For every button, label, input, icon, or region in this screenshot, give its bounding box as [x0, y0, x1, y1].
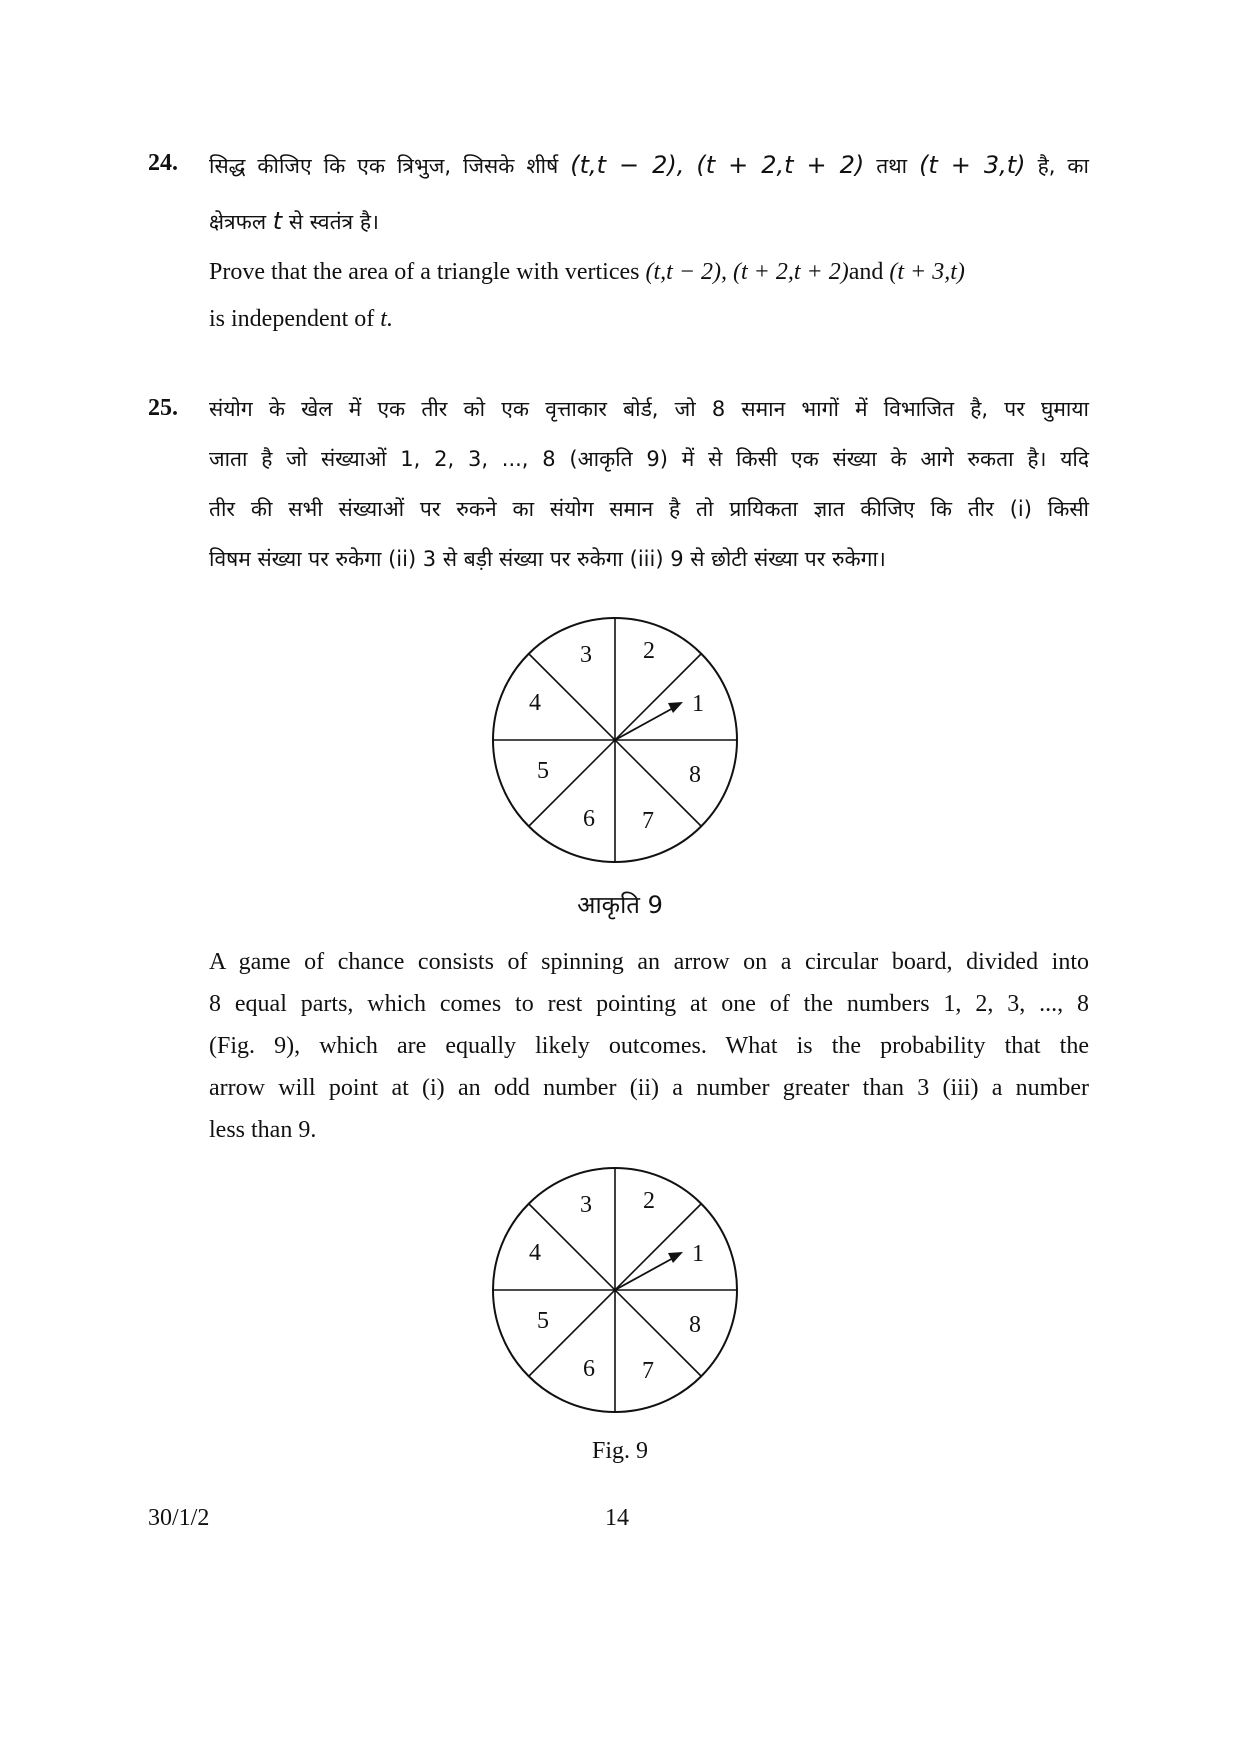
q24-hindi-t: t — [272, 207, 283, 235]
q24-hindi-vertex-2: (t + 2,t + 2) — [696, 151, 865, 179]
q25-hindi-line-4: विषम संख्या पर रुकेगा (ii) 3 से बड़ी संख्या पर रुकेगा (iii) 9 से छोटी संख्या पर रुकेगा। — [209, 547, 886, 571]
q24-hindi-vertex-3: (t + 3,t) — [919, 151, 1026, 179]
wheel-number: 5 — [537, 1308, 549, 1334]
question-25-number: 25. — [148, 395, 178, 421]
paper-code: 30/1/2 — [148, 1505, 210, 1531]
q24-hindi-line-2 — [209, 204, 1089, 239]
q24-en-vertex-3: (t + 3,t) — [889, 259, 965, 285]
wheel-number: 2 — [643, 638, 655, 664]
page-number: 14 — [605, 1505, 629, 1531]
q24-en-text: Prove that the area of a triangle with vertices — [209, 259, 640, 285]
q25-hindi-line-1: संयोग के खेल में एक तीर को एक वृत्ताकार बोर्ड, जो 8 समान भागों में विभाजित है, पर घुमाया — [209, 397, 1089, 421]
q25-english-line-2: 8 equal parts, which comes to rest pointing at one of the numbers 1, 2, 3, ..., 8 — [209, 991, 1089, 1017]
q25-hindi-line-3: तीर की सभी संख्याओं पर रुकने का संयोग समान है तो प्रायिकता ज्ञात कीजिए कि तीर (i) किसी — [209, 497, 1089, 521]
q25-english-line-3: (Fig. 9), which are equally likely outcomes. What is the probability that the — [209, 1033, 1089, 1059]
q24-en-vertex-2: (t + 2,t + 2) — [733, 259, 849, 285]
wheel-number: 4 — [529, 690, 541, 716]
q24-english-line-1 — [209, 255, 1089, 289]
q24-hindi-text: सिद्ध कीजिए कि एक त्रिभुज, जिसके शीर्ष — [209, 154, 559, 178]
q24-hindi-line-1 — [209, 148, 1089, 183]
wheel-number: 8 — [689, 762, 701, 788]
q24-hindi-hai-ka: है, का — [1037, 154, 1089, 178]
q24-en-t: t. — [380, 306, 393, 332]
wheel-number: 7 — [642, 1358, 654, 1384]
q24-hindi-area: क्षेत्रफल — [209, 210, 267, 234]
q25-hindi-line-2: जाता है जो संख्याओं 1, 2, 3, ..., 8 (आकृति 9) में से किसी एक संख्या के आगे रुकता है। यदि — [209, 447, 1089, 471]
q24-hindi-independent: से स्वतंत्र है। — [288, 210, 379, 234]
wheel-number: 6 — [583, 806, 595, 832]
q24-hindi-tatha: तथा — [876, 154, 908, 178]
q25-english-line-5: less than 9. — [209, 1117, 317, 1143]
wheel-number: 6 — [583, 1356, 595, 1382]
wheel-number: 3 — [580, 1192, 592, 1218]
wheel-number: 4 — [529, 1240, 541, 1266]
wheel-number: 3 — [580, 642, 592, 668]
q24-en-independent: is independent of — [209, 306, 375, 332]
wheel-number: 1 — [692, 1241, 704, 1267]
figure-caption-english: Fig. 9 — [591, 1438, 648, 1464]
q24-en-and: and — [848, 259, 884, 285]
spinner-wheel-figure-hindi — [485, 610, 745, 870]
q24-english-line-2 — [209, 302, 1089, 336]
wheel-number: 8 — [689, 1312, 701, 1338]
q24-hindi-vertex-1: (t,t − 2), — [570, 151, 685, 179]
figure-caption-hindi: आकृति 9 — [577, 891, 663, 919]
spinner-wheel-figure-english — [485, 1160, 745, 1420]
wheel-number: 5 — [537, 758, 549, 784]
q25-english-line-4: arrow will point at (i) an odd number (ii) a number greater than 3 (iii) a number — [209, 1075, 1089, 1101]
question-24-number: 24. — [148, 150, 178, 176]
q25-english-line-1: A game of chance consists of spinning an arrow on a circular board, divided into — [209, 949, 1089, 975]
q24-en-vertex-1: (t,t − 2), — [645, 259, 728, 285]
wheel-number: 1 — [692, 691, 704, 717]
wheel-number: 7 — [642, 808, 654, 834]
wheel-number: 2 — [643, 1188, 655, 1214]
